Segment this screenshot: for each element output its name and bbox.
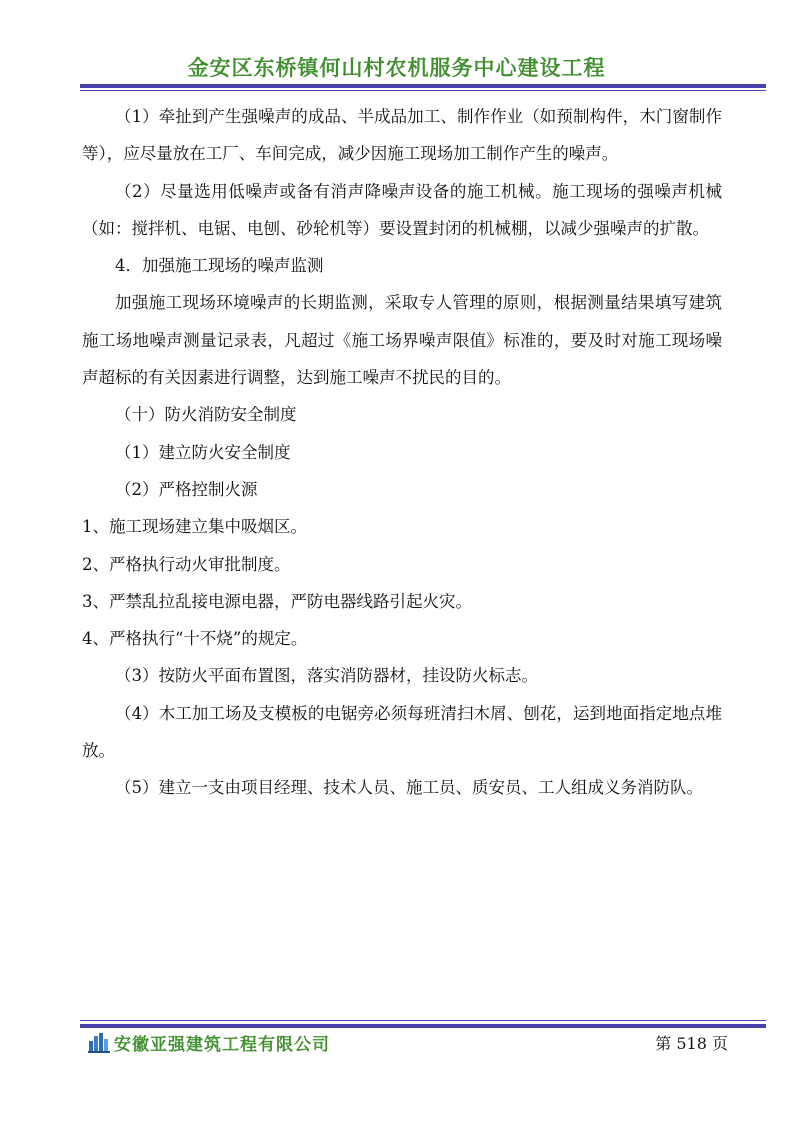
header-rule-thick [80, 84, 766, 88]
document-body [82, 98, 722, 807]
document-title: 金安区东桥镇何山村农机服务中心建设工程 [187, 55, 606, 80]
paragraph: （4）木工加工场及支模板的电锯旁必须每班清扫木屑、刨花，运到地面指定地点堆放。 [82, 703, 722, 761]
footer-rule-thin [80, 1020, 766, 1021]
section-heading: 4．加强施工现场的噪声监测 [115, 256, 324, 276]
paragraph: （1）牵扯到产生强噪声的成品、半成品加工、制作作业（如预制构件，木门窗制作等），应尽量放在工厂、车间完成，减少因施工现场加工制作产生的噪声。 [82, 107, 722, 164]
paragraph: （3）按防火平面布置图，落实消防器材，挂设防火标志。 [115, 666, 538, 686]
paragraph: （5）建立一支由项目经理、技术人员、施工员、质安员、工人组成义务消防队。 [115, 778, 703, 798]
building-logo-icon [88, 1033, 110, 1053]
page-number: 第 518 页 [655, 1034, 728, 1053]
paragraph: （2）严格控制火源 [115, 479, 258, 499]
footer-rule-thick [80, 1024, 766, 1028]
list-item: 4、严格执行“十不烧”的规定。 [82, 629, 308, 649]
company-name: 安徽亚强建筑工程有限公司 [114, 1035, 330, 1055]
list-item: 2、严格执行动火审批制度。 [82, 554, 291, 574]
section-heading: （十）防火消防安全制度 [115, 405, 297, 425]
list-item: 1、施工现场建立集中吸烟区。 [82, 517, 307, 537]
paragraph: （2）尽量选用低噪声或备有消声降噪声设备的施工机械。施工现场的强噪声机械（如：搅拌机、电锯、电刨、砂轮机等）要设置封闭的机械棚，以减少强噪声的扩散。 [82, 181, 722, 238]
paragraph: 加强施工现场环境噪声的长期监测，采取专人管理的原则，根据测量结果填写建筑施工场地噪声测量记录表，凡超过《施工场界噪声限值》标准的，要及时对施工现场噪声超标的有关因素进行调整，达到施工噪声不扰民的目的。 [82, 293, 722, 388]
paragraph: （1）建立防火安全制度 [115, 442, 291, 462]
list-item: 3、严禁乱拉乱接电源电器，严防电器线路引起火灾。 [82, 591, 472, 611]
header-rule-thin [80, 90, 766, 91]
